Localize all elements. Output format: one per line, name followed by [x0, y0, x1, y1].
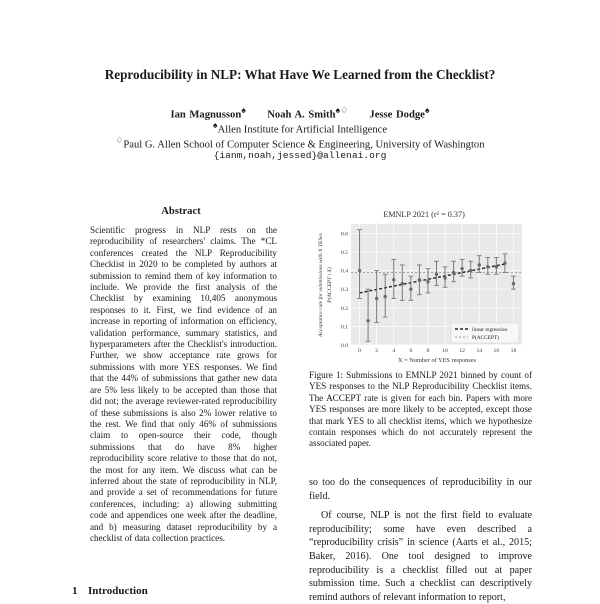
y-tick-label-2: 0.2: [341, 305, 348, 312]
x-tick-label-0: 0: [358, 348, 361, 354]
data-point-17: [503, 261, 506, 264]
data-point-13: [469, 269, 472, 272]
author-2-marks: ♠♢: [335, 105, 349, 115]
legend-regression-label: linear regression: [472, 327, 508, 333]
y-tick-label-6: 0.6: [341, 231, 348, 238]
x-axis-label: X = Number of YES responses: [398, 357, 476, 364]
affiliation-2-mark: ♢: [115, 135, 124, 145]
data-point-9: [435, 273, 438, 276]
author-3-marks: ♠: [424, 105, 430, 115]
legend-reference-label: P(ACCEPT): [472, 335, 499, 341]
data-point-1: [366, 319, 369, 322]
body-text-column: [309, 476, 532, 604]
paper-title: Reproducibility in NLP: What Have We Learned from the Checklist?: [104, 67, 496, 82]
author-1-name: Ian Magnusson: [170, 109, 242, 121]
y-tick-labels: [341, 231, 348, 349]
y-axis-label-secondary: P(ACCEPT | X): [327, 267, 333, 303]
data-point-7: [418, 278, 421, 281]
affiliation-2: [0, 135, 600, 151]
section-heading: [72, 585, 148, 597]
y-tick-label-4: 0.4: [341, 268, 348, 275]
x-tick-label-4: 8: [426, 348, 430, 354]
x-tick-label-1: 2: [375, 348, 379, 354]
section-number: 1: [72, 585, 78, 597]
author-list: [0, 105, 600, 121]
body-paragraph-1: so too do the consequences of reproducibility in our field.: [309, 477, 532, 502]
abstract-text: Scientific progress in NLP rests on the reproducibility of researchers' claims. The *CL conferences created the NLP Reproducibility Checklist in 2020 to be completed by authors at submission to remind them of key information to include. We provide the first analysis of the Checklist by examining 10,405 anonymous responses to it. First, we find evidence of an increase in reporting of information on efficiency, validation performance, summary statistics, and hyperparameters after the Checklist's introduction. Further, we show acceptance rate grows for submissions with more YES responses. We find that the 44% of submissions that gather new data are 5% less likely to be accepted than those that did not; the average reviewer-rated reproducibility of these submissions is also 2% lower relative to the rest. We find that only 46% of submissions claim to open-source their code, though submissions that do have 8% higher reproducibility score relative to those that do not, the most for any item. We discuss what can be inferred about the state of reproducibility in NLP, and provide a set of recommendations for future conferences, including: a) allowing submitting code and appendices one week after the deadline, and b) measuring dataset reproducibility by a checklist of data collection practices.: [90, 225, 277, 543]
section-title: Introduction: [88, 585, 148, 597]
affiliation-1: [0, 120, 600, 136]
data-point-18: [512, 282, 515, 285]
x-tick-label-5: 10: [442, 348, 448, 354]
data-point-3: [384, 295, 387, 298]
abstract-heading: Abstract: [161, 206, 201, 217]
author-1-marks: ♠: [241, 105, 246, 115]
y-tick-label-1: 0.1: [341, 324, 348, 331]
data-point-15: [486, 265, 489, 268]
x-tick-label-3: 6: [409, 348, 413, 354]
x-tick-label-8: 16: [493, 348, 500, 354]
author-emails: {ianm,noah,jessed}@allenai.org: [213, 150, 387, 161]
x-tick-label-9: 18: [510, 348, 517, 354]
y-tick-label-3: 0.3: [341, 287, 348, 294]
author-3-name: Jesse Dodge: [369, 109, 425, 121]
affiliation-1-mark: ♠: [212, 120, 218, 130]
data-point-12: [460, 267, 463, 270]
chart-legend: [451, 323, 519, 343]
data-point-10: [443, 276, 446, 279]
x-tick-label-7: 14: [476, 348, 483, 354]
data-point-8: [426, 280, 429, 283]
data-point-5: [401, 282, 404, 285]
x-tick-label-2: 4: [392, 348, 396, 354]
data-point-16: [495, 265, 498, 268]
author-2-name: Noah A. Smith: [267, 109, 336, 121]
y-tick-label-0: 0.0: [341, 343, 348, 349]
data-point-6: [409, 287, 412, 290]
body-paragraph-2: Of course, NLP is not the first field to evaluate reproducibility; some have even described a “reproducibility crisis” in science (Aarts et al., 2015; Baker, 2016). One tool designed to improve reproducibility is a checklist filled out at paper submission time. Such a checklist can descriptively remind authors of relevant information to report,: [309, 510, 532, 603]
x-tick-labels: [358, 348, 516, 354]
figure-chart: [312, 206, 526, 366]
data-point-11: [452, 271, 455, 274]
figure-caption: Figure 1: Submissions to EMNLP 2021 binned by count of YES responses to the NLP Reproducibility Checklist items. The ACCEPT rate is given for each bin. Papers with more YES responses are more likely to be accepted, except those that mark YES to all checklist items, which we hypothesize contain responses which do not accurately represent the associated paper.: [309, 370, 532, 449]
data-point-14: [478, 263, 481, 266]
y-axis-label: Acceptance rate for submissions with X YESes: [318, 233, 324, 337]
affiliation-1-text: Allen Institute for Artificial Intelligence: [217, 124, 388, 136]
data-point-0: [358, 269, 361, 272]
chart-title: EMNLP 2021 (r² = 0.37): [383, 210, 465, 219]
y-tick-label-5: 0.5: [341, 249, 348, 256]
data-point-4: [392, 278, 395, 281]
x-tick-label-6: 12: [459, 348, 465, 354]
affiliation-2-text: Paul G. Allen School of Computer Science & Engineering, University of Washington: [123, 139, 485, 151]
data-point-2: [375, 297, 378, 300]
